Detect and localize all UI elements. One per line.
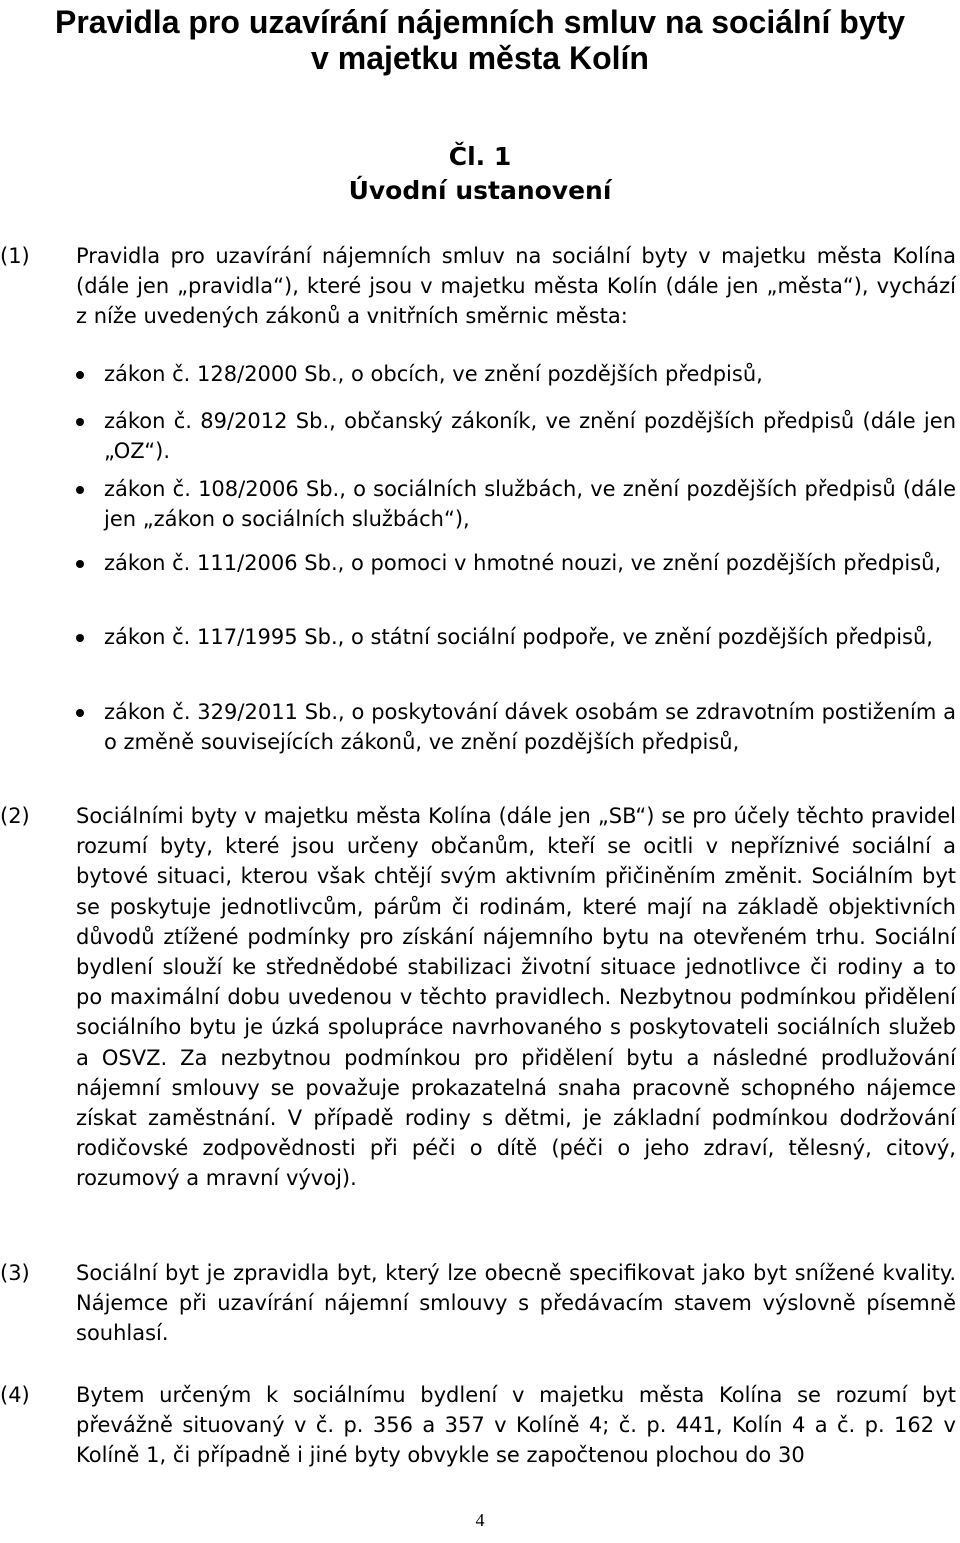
document-title-line-2: v majetku města Kolín (311, 40, 649, 76)
paragraph-text-2: Sociálními byty v majetku města Kolína (dále jen „SB“) se pro účely těchto pravidel rozumí byty, které jsou určeny občanům, kteří se ocitli v nepříznivé sociální a bytové situaci, kterou však chtějí svým aktivním přičiněním změnit. Sociálním byt se poskytuje jednotlivcům, párům či rodinám, které mají na základě objektivních důvodů ztížené podmínky pro získání nájemního bytu na otevřeném trhu. Sociální bydlení slouží ke střednědobé stabilizaci životní situace jednotlivce či rodiny a to po maximální dobu uvedenou v těchto pravidlech. Nezbytnou podmínkou přidělení sociálního bytu je úzká spolupráce navrhovaného s poskytovateli sociálních služeb a OSVZ. Za nezbytnou podmínkou pro přidělení bytu a následné prodlužování nájemní smlouvy se považuje prokazatelná snaha pracovně schopného nájemce získat zaměstnání. V případě rodiny s dětmi, je základní podmínkou dodržování rodičovské zodpovědnosti při péči o dítě (péči o jeho zdraví, tělesný, citový, rozumový a mravní vývoj). (76, 804, 956, 1191)
bullet-icon (76, 486, 84, 494)
paragraph-text-3: Sociální byt je zpravidla byt, který lze obecně specifikovat jako byt snížené kvality. Nájemce při uzavírání nájemní smlouvy s předávacím stavem výslovně písemně souhlasí. (76, 1261, 956, 1346)
list-item-text: zákon č. 128/2000 Sb., o obcích, ve znění pozdějších předpisů, (104, 362, 763, 386)
document-title-line-1: Pravidla pro uzavírání nájemních smluv na sociální byty (54, 4, 906, 40)
bullet-icon (76, 634, 84, 642)
list-item-text: zákon č. 329/2011 Sb., o poskytování dávek osobám se zdravotním postižením a o změně souvisejících zákonů, ve znění pozdějších předpisů, (104, 700, 956, 754)
bullet-icon (76, 709, 84, 717)
bullet-icon (76, 418, 84, 426)
paragraph-number-1: (1) (0, 244, 30, 268)
article-title: Úvodní ustanovení (348, 176, 612, 205)
paragraph-text-4: Bytem určeným k sociálnímu bydlení v majetku města Kolína se rozumí byt převážně situovaný v č. p. 356 a 357 v Kolíně 4; č. p. 441, Kolín 4 a č. p. 162 v Kolíně 1, či případně i jiné byty obvykle se započtenou plochou do 30 (76, 1383, 956, 1468)
list-item-text: zákon č. 108/2006 Sb., o sociálních službách, ve znění pozdějších předpisů (dále jen „zákon o sociálních službách“), (104, 477, 956, 531)
article-number: Čl. 1 (448, 142, 512, 171)
paragraph-number-2: (2) (0, 804, 30, 828)
list-item-text: zákon č. 111/2006 Sb., o pomoci v hmotné nouzi, ve znění pozdějších předpisů, (104, 551, 942, 575)
bullet-icon (76, 560, 84, 568)
paragraph-number-3: (3) (0, 1261, 30, 1285)
paragraph-text-1: Pravidla pro uzavírání nájemních smluv na sociální byty v majetku města Kolína (dále jen „pravidla“), které jsou v majetku města Kolín (dále jen „města“), vychází z níže uvedených zákonů a vnitřních směrnic města: (76, 244, 956, 329)
bullet-icon (76, 371, 84, 379)
page-number: 4 (475, 1510, 485, 1530)
paragraph-number-4: (4) (0, 1383, 30, 1407)
list-item-text: zákon č. 89/2012 Sb., občanský zákoník, ve znění pozdějších předpisů (dále jen „OZ“). (104, 409, 956, 463)
list-item-text: zákon č. 117/1995 Sb., o státní sociální podpoře, ve znění pozdějších předpisů, (104, 625, 933, 649)
